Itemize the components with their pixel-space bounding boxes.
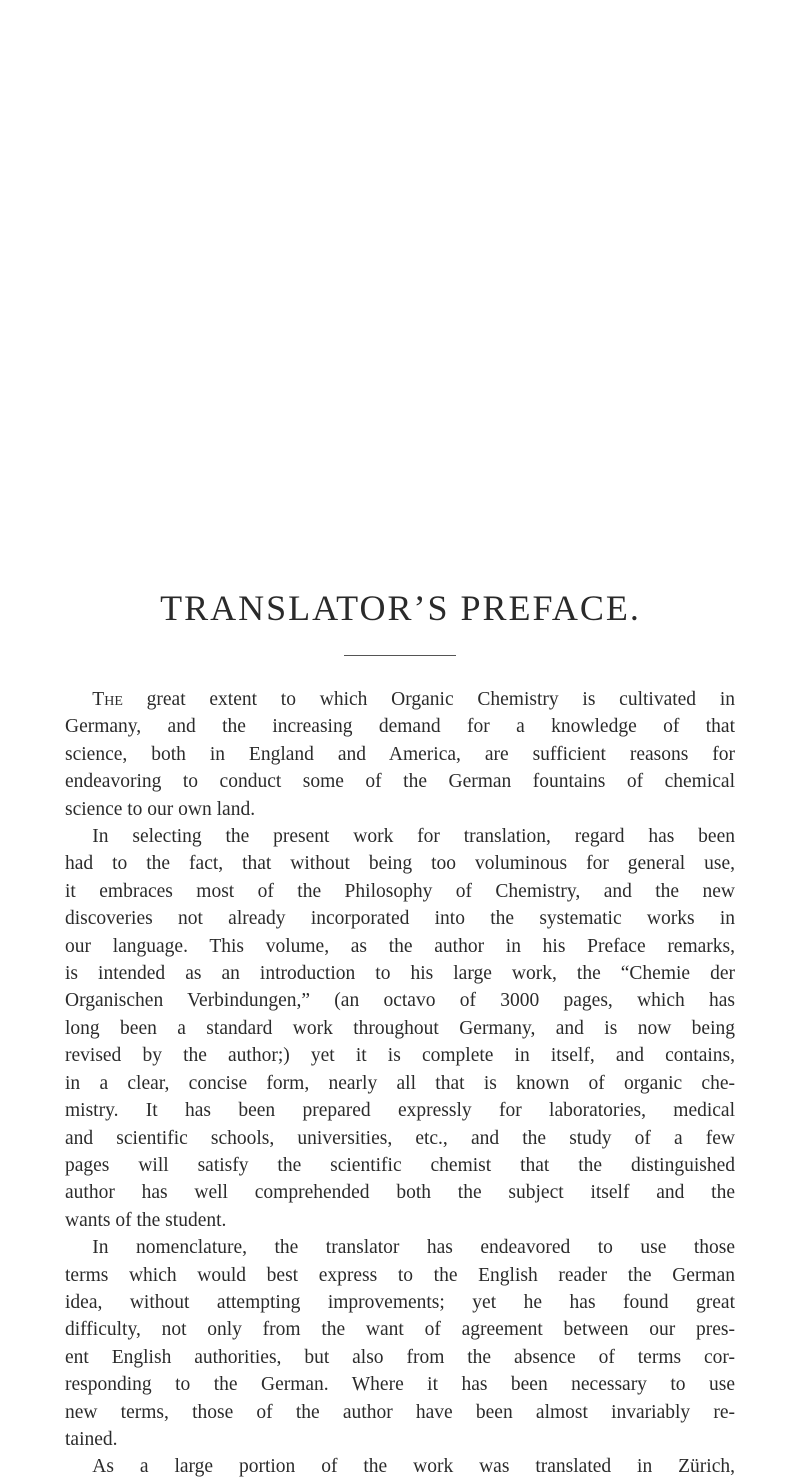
text-line: science, both in England and America, are sufficient reasons for: [65, 743, 735, 765]
text-line: long been a standard work throughout Germany, and is now being: [65, 1017, 735, 1039]
lead-word: The: [92, 689, 123, 710]
text-line: and scientific schools, universities, etc., and the study of a few: [65, 1127, 735, 1149]
preface-body: [65, 686, 735, 1481]
text-line: Organischen Verbindungen,” (an octavo of 3000 pages, which has: [65, 990, 735, 1012]
text-line: mistry. It has been prepared expressly for laboratories, medical: [65, 1100, 735, 1122]
text-line: author has well comprehended both the subject itself and the: [65, 1182, 735, 1204]
text-line: is intended as an introduction to his large work, the “Chemie der: [65, 963, 735, 985]
text-line: pages will satisfy the scientific chemist that the distinguished: [65, 1154, 735, 1176]
text-line: tained.: [65, 1428, 118, 1450]
text-line: As a large portion of the work was translated in Zürich,: [92, 1456, 735, 1478]
text-line: In selecting the present work for translation, regard has been: [92, 826, 735, 848]
paragraph: [65, 1234, 735, 1453]
text-line: idea, without attempting improvements; yet he has found great: [65, 1291, 735, 1313]
text-line: wants of the student.: [65, 1209, 227, 1231]
text-line: revised by the author;) yet it is complete in itself, and contains,: [65, 1045, 735, 1067]
text-line: ent English authorities, but also from the absence of terms cor-: [65, 1346, 735, 1368]
paragraph: [65, 823, 735, 1234]
text-line: [65, 686, 735, 713]
text-line: difficulty, not only from the want of agreement between our pres-: [65, 1319, 735, 1341]
paragraph: [65, 1453, 735, 1480]
text-line: in a clear, concise form, nearly all that is known of organic che-: [65, 1072, 735, 1094]
text-line: new terms, those of the author have been almost invariably re-: [65, 1401, 735, 1423]
text-line: responding to the German. Where it has been necessary to use: [65, 1374, 735, 1396]
paragraph: [65, 686, 735, 823]
text-line: terms which would best express to the English reader the German: [65, 1264, 735, 1286]
line-text: great extent to which Organic Chemistry is cultivated in: [122, 689, 735, 710]
text-line: had to the fact, that without being too voluminous for general use,: [65, 853, 735, 875]
text-line: endeavoring to conduct some of the German fountains of chemical: [65, 771, 735, 793]
text-line: In nomenclature, the translator has endeavored to use those: [92, 1237, 735, 1259]
page-title: TRANSLATOR’S PREFACE.: [160, 588, 641, 628]
text-line: it embraces most of the Philosophy of Chemistry, and the new: [65, 880, 735, 902]
text-line: discoveries not already incorporated into the systematic works in: [65, 908, 735, 930]
text-line: Germany, and the increasing demand for a knowledge of that: [65, 716, 735, 738]
text-line: our language. This volume, as the author in his Preface remarks,: [65, 935, 735, 957]
title-rule: [344, 655, 456, 656]
text-line: science to our own land.: [65, 798, 256, 820]
